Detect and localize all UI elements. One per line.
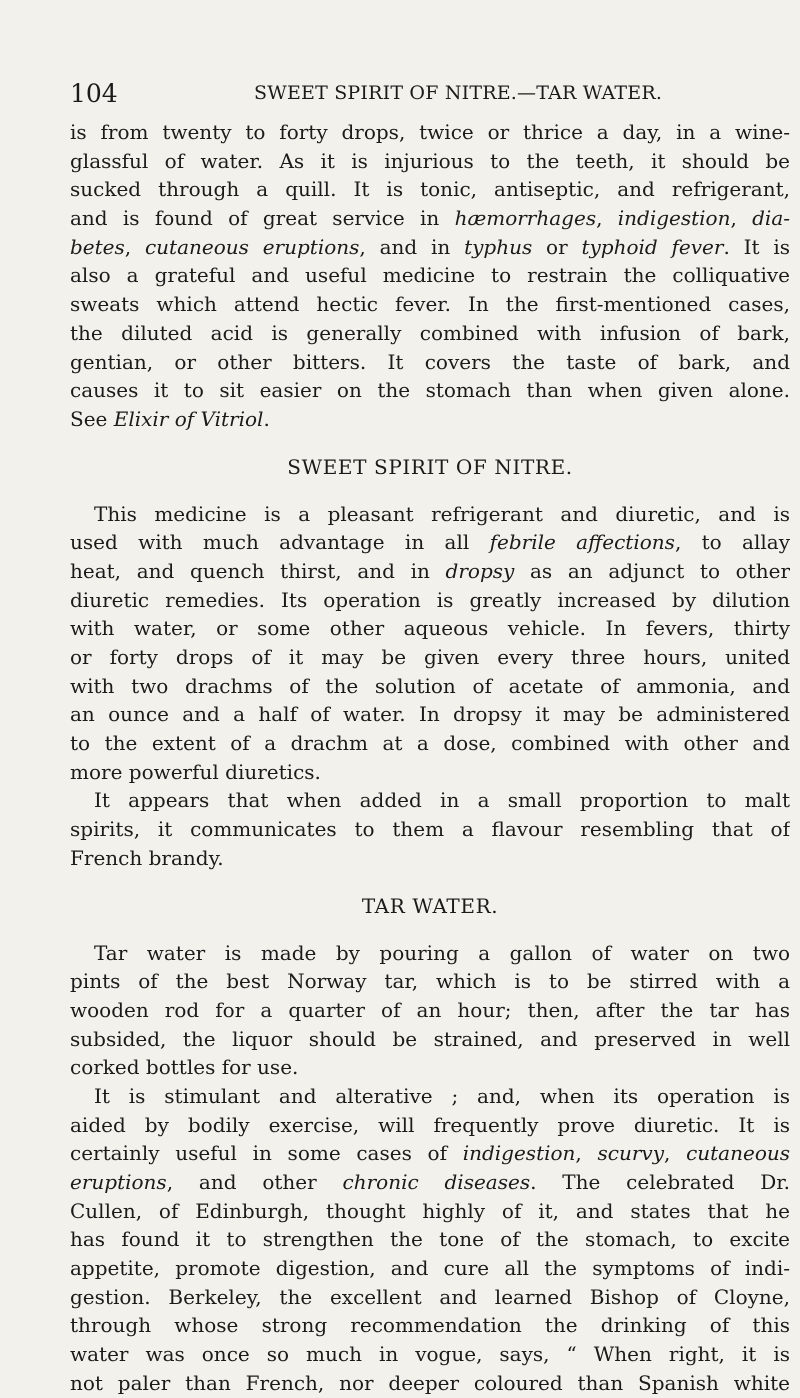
section-heading: TAR WATER. [361, 893, 499, 918]
text-line: with water, or some other aqueous vehicle. In fevers, thirty [70, 616, 790, 641]
text-line: spirits, it communicates to them a flavour resembling that of [70, 817, 790, 842]
text-line: gestion. Berkeley, the excellent and learned Bishop of Cloyne, [70, 1284, 790, 1309]
text-line: Cullen, of Edinburgh, thought highly of it, and states that he [70, 1198, 790, 1223]
text-line: See Elixir of Vitriol. [70, 406, 270, 431]
text-line: gentian, or other bitters. It covers the taste of bark, and [70, 349, 790, 374]
text-line: not paler than French, nor deeper coloured than Spanish white [70, 1370, 790, 1395]
text-line: Tar water is made by pouring a gallon of water on two [94, 940, 790, 965]
text-line: appetite, promote digestion, and cure all the symptoms of indi- [70, 1256, 790, 1281]
body-text [70, 118, 790, 1398]
text-line: French brandy. [70, 845, 224, 870]
text-line: is from twenty to forty drops, twice or thrice a day, in a wine- [70, 120, 790, 144]
text-line: pints of the best Norway tar, which is to be stirred with a [70, 969, 790, 994]
text-line: to the extent of a drachm at a dose, combined with other and [70, 731, 790, 756]
running-head [70, 79, 790, 113]
paragraph-1 [70, 118, 790, 434]
text-line: subsided, the liquor should be strained, and preserved in well [70, 1026, 790, 1051]
section-heading: SWEET SPIRIT OF NITRE. [287, 454, 573, 479]
text-line: glassful of water. As it is injurious to the teeth, it should be [70, 148, 790, 173]
text-line: It appears that when added in a small proportion to malt [94, 788, 790, 813]
text-line: eruptions, and other chronic diseases. The celebrated Dr. [70, 1170, 790, 1194]
text-line: certainly useful in some cases of indigestion, scurvy, cutaneous [70, 1141, 790, 1166]
text-line: sucked through a quill. It is tonic, antiseptic, and refrigerant, [70, 177, 790, 202]
text-line: sweats which attend hectic fever. In the first-mentioned cases, [70, 292, 790, 317]
text-line: heat, and quench thirst, and in dropsy as an adjunct to other [70, 558, 790, 583]
text-line: more powerful diuretics. [70, 759, 321, 784]
text-line: used with much advantage in all febrile affections, to allay [70, 530, 790, 555]
text-line: or forty drops of it may be given every three hours, united [70, 645, 790, 669]
text-line: through whose strong recommendation the drinking of this [70, 1313, 790, 1338]
text-line: water was once so much in vogue, says, “ When right, it is [70, 1342, 790, 1367]
text-line: an ounce and a half of water. In dropsy it may be administered [70, 702, 790, 727]
text-line: causes it to sit easier on the stomach than when given alone. [70, 378, 790, 403]
text-line: corked bottles for use. [70, 1055, 299, 1080]
text-line: betes, cutaneous eruptions, and in typhus or typhoid fever. It is [70, 234, 790, 259]
text-line: It is stimulant and alterative ; and, when its operation is [94, 1083, 790, 1108]
text-line: This medicine is a pleasant refrigerant and diuretic, and is [94, 501, 790, 526]
text-line: wooden rod for a quarter of an hour; then, after the tar has [70, 997, 790, 1022]
text-line: diuretic remedies. Its operation is greatly increased by dilution [70, 587, 790, 612]
text-line: also a grateful and useful medicine to restrain the colliquative [70, 263, 790, 288]
page-number: 104 [70, 79, 118, 108]
text-line: and is found of great service in hæmorrhages, indigestion, dia- [70, 206, 790, 231]
paragraph-2 [70, 500, 790, 787]
running-title: SWEET SPIRIT OF NITRE.—TAR WATER. [254, 82, 663, 104]
paragraph-4 [70, 939, 790, 1082]
paragraph-5 [70, 1082, 790, 1398]
text-line: has found it to strengthen the tone of the stomach, to excite [70, 1227, 790, 1252]
text-line: with two drachms of the solution of acetate of ammonia, and [70, 673, 790, 698]
text-line: aided by bodily exercise, will frequently prove diuretic. It is [70, 1112, 790, 1137]
paragraph-3 [70, 786, 790, 872]
text-line: the diluted acid is generally combined with infusion of bark, [70, 320, 790, 345]
